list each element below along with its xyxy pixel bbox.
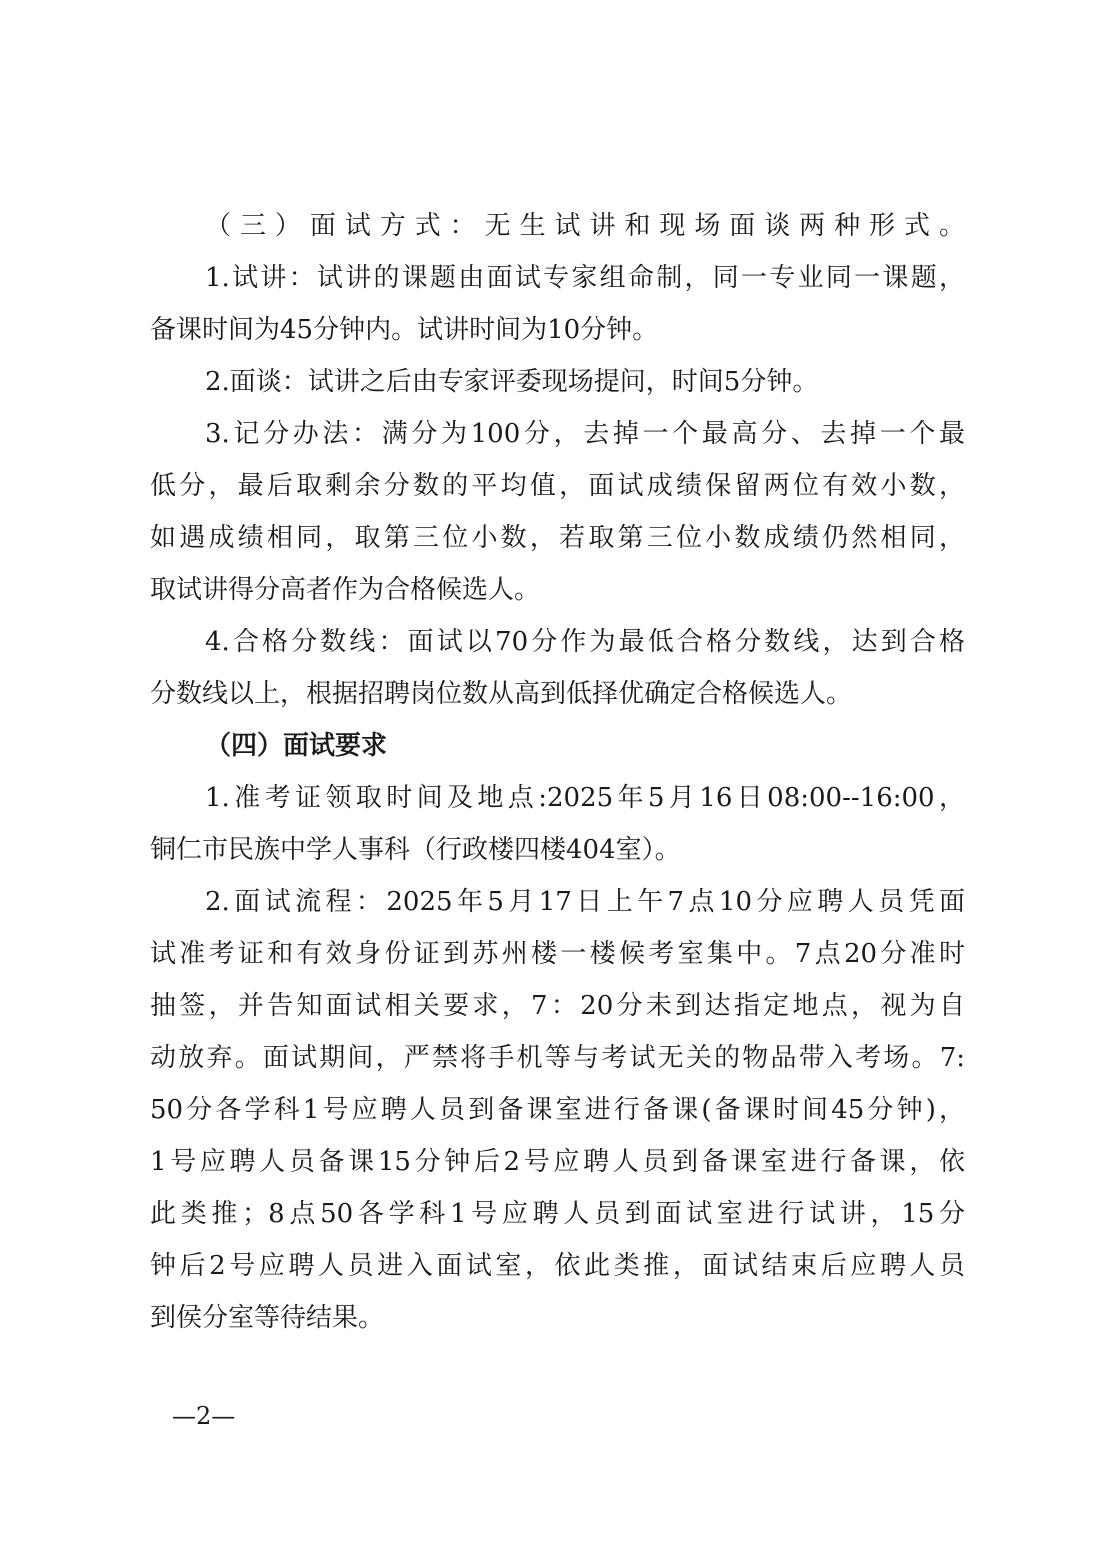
paragraph-line: 1.准考证领取时间及地点:2025年5月16日08:00--16:00， [205, 783, 965, 813]
section-heading-3: （三）面试方式：无生试讲和现场面谈两种形式。 [205, 211, 965, 241]
paragraph-line: 铜仁市民族中学人事科（行政楼四楼404室）。 [150, 835, 681, 865]
paragraph-line: 50分各学科1号应聘人员到备课室进行备课(备课时间45分钟)， [150, 1095, 965, 1125]
paragraph-line: 1.试讲：试讲的课题由面试专家组命制，同一专业同一课题， [205, 263, 965, 293]
paragraph-line: 取试讲得分高者作为合格候选人。 [150, 575, 541, 605]
paragraph-line: 3.记分办法：满分为100分，去掉一个最高分、去掉一个最 [205, 419, 965, 449]
paragraph-line: 备课时间为45分钟内。试讲时间为10分钟。 [150, 315, 659, 345]
paragraph-line: 动放弃。面试期间，严禁将手机等与考试无关的物品带入考场。7: [150, 1043, 965, 1073]
section-heading-4: （四）面试要求 [205, 731, 388, 761]
paragraph-line: 2.面试流程：2025年5月17日上午7点10分应聘人员凭面 [205, 887, 965, 917]
paragraph-line: 此类推；8点50各学科1号应聘人员到面试室进行试讲，15分 [150, 1199, 965, 1229]
paragraph-line: 试准考证和有效身份证到苏州楼一楼候考室集中。7点20分准时 [150, 939, 965, 969]
paragraph-line: 1号应聘人员备课15分钟后2号应聘人员到备课室进行备课，依 [150, 1147, 965, 1177]
page-number: —2— [172, 1402, 236, 1430]
paragraph-line: 到侯分室等待结果。 [150, 1303, 385, 1333]
paragraph-line: 4.合格分数线：面试以70分作为最低合格分数线，达到合格 [205, 627, 965, 657]
paragraph-line: 钟后2号应聘人员进入面试室，依此类推，面试结束后应聘人员 [150, 1251, 965, 1281]
paragraph-line: 如遇成绩相同，取第三位小数，若取第三位小数成绩仍然相同， [150, 523, 965, 553]
paragraph-line: 低分，最后取剩余分数的平均值，面试成绩保留两位有效小数， [150, 471, 965, 501]
paragraph-line: 抽签，并告知面试相关要求，7：20分未到达指定地点，视为自 [150, 991, 965, 1021]
paragraph-line: 分数线以上，根据招聘岗位数从高到低择优确定合格候选人。 [150, 679, 853, 709]
paragraph-line: 2.面谈：试讲之后由专家评委现场提问，时间5分钟。 [205, 367, 819, 397]
